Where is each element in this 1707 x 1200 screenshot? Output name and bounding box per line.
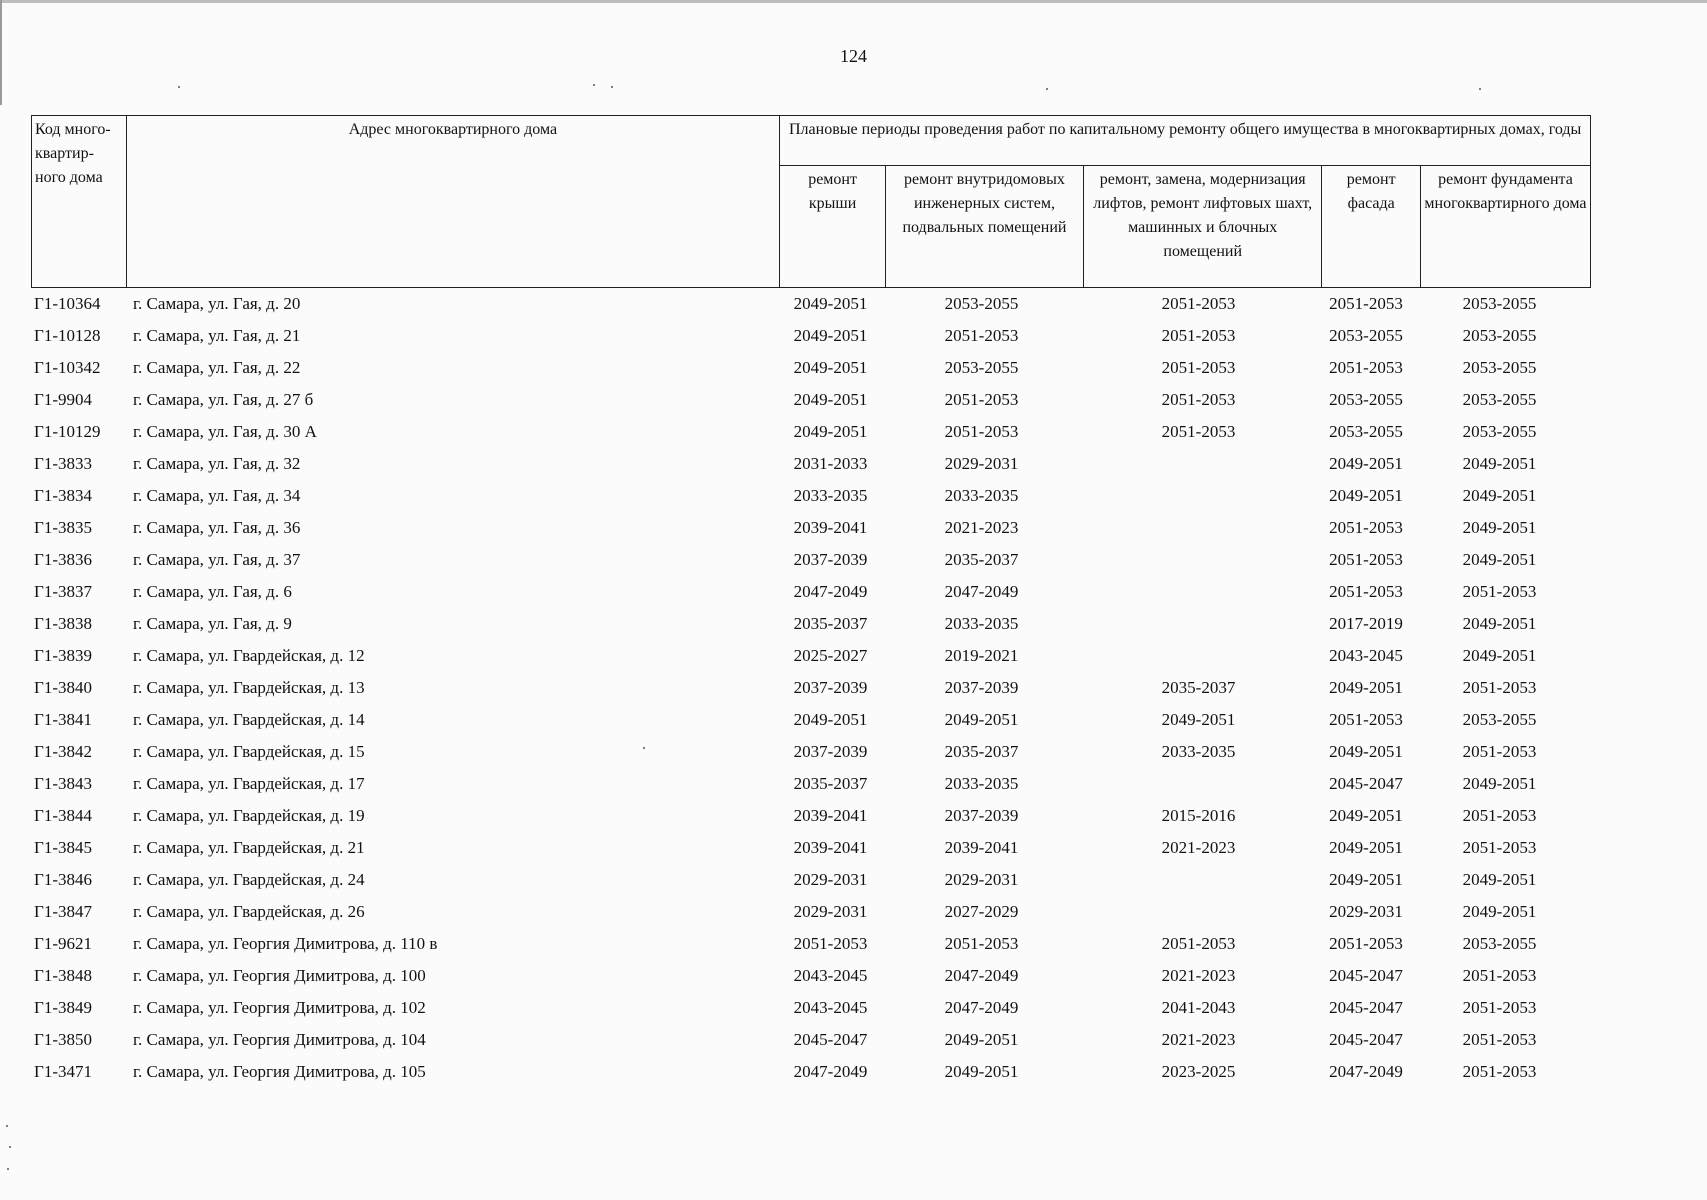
table-row — [31, 608, 1591, 640]
cell-code: Г1-3848 — [34, 966, 92, 985]
cell-roof: 2049-2051 — [793, 358, 868, 377]
scan-speck — [9, 1146, 11, 1148]
cell-roof: 2033-2035 — [793, 486, 868, 505]
cell-engineering: 2049-2051 — [944, 1030, 1019, 1049]
table-row — [31, 480, 1591, 512]
cell-code: Г1-3843 — [34, 774, 92, 793]
cell-foundation: 2049-2051 — [1462, 614, 1537, 633]
cell-facade: 2049-2051 — [1329, 806, 1403, 825]
cell-engineering: 2037-2039 — [944, 678, 1019, 697]
cell-address: г. Самара, ул. Георгия Димитрова, д. 104 — [133, 1030, 426, 1049]
cell-facade: 2053-2055 — [1329, 326, 1403, 345]
cell-facade: 2051-2053 — [1329, 358, 1403, 377]
cell-facade: 2017-2019 — [1329, 614, 1403, 633]
cell-code: Г1-3834 — [34, 486, 92, 505]
cell-engineering: 2049-2051 — [944, 710, 1019, 729]
cell-engineering: 2051-2053 — [944, 422, 1019, 441]
cell-roof: 2029-2031 — [793, 902, 868, 921]
cell-facade: 2051-2053 — [1329, 518, 1403, 537]
cell-roof: 2045-2047 — [793, 1030, 868, 1049]
cell-engineering: 2029-2031 — [944, 454, 1019, 473]
cell-roof: 2025-2027 — [793, 646, 868, 665]
cell-code: Г1-3833 — [34, 454, 92, 473]
cell-code: Г1-3849 — [34, 998, 92, 1017]
cell-engineering: 2049-2051 — [944, 1062, 1019, 1081]
cell-address: г. Самара, ул. Гая, д. 34 — [133, 486, 301, 505]
page-number: 124 — [840, 46, 867, 66]
cell-code: Г1-9904 — [34, 390, 92, 409]
cell-foundation: 2051-2053 — [1462, 838, 1537, 857]
cell-facade: 2049-2051 — [1329, 678, 1403, 697]
cell-lifts: 2015-2016 — [1161, 806, 1236, 825]
scan-speck — [1046, 88, 1048, 90]
table-row — [31, 544, 1591, 576]
cell-foundation: 2053-2055 — [1462, 358, 1537, 377]
scan-edge-top — [0, 0, 1707, 3]
cell-address: г. Самара, ул. Гвардейская, д. 26 — [133, 902, 365, 921]
table-body — [31, 288, 1591, 1088]
cell-engineering: 2033-2035 — [944, 774, 1019, 793]
table-row — [31, 672, 1591, 704]
cell-code: Г1-3845 — [34, 838, 92, 857]
cell-foundation: 2051-2053 — [1462, 678, 1537, 697]
cell-foundation: 2053-2055 — [1462, 934, 1537, 953]
cell-foundation: 2051-2053 — [1462, 582, 1537, 601]
cell-engineering: 2033-2035 — [944, 486, 1019, 505]
cell-code: Г1-3835 — [34, 518, 92, 537]
header-roof: ремонт крыши — [780, 166, 886, 288]
cell-roof: 2035-2037 — [793, 614, 868, 633]
cell-code: Г1-3841 — [34, 710, 92, 729]
cell-facade: 2049-2051 — [1329, 742, 1403, 761]
cell-facade: 2045-2047 — [1329, 998, 1403, 1017]
cell-roof: 2037-2039 — [793, 742, 868, 761]
cell-foundation: 2049-2051 — [1462, 774, 1537, 793]
cell-facade: 2045-2047 — [1329, 774, 1403, 793]
cell-lifts: 2049-2051 — [1161, 710, 1236, 729]
cell-foundation: 2049-2051 — [1462, 454, 1537, 473]
cell-address: г. Самара, ул. Гая, д. 27 б — [133, 390, 314, 409]
cell-lifts: 2021-2023 — [1161, 966, 1236, 985]
cell-code: Г1-10364 — [34, 294, 101, 313]
cell-lifts: 2021-2023 — [1161, 1030, 1236, 1049]
cell-address: г. Самара, ул. Георгия Димитрова, д. 105 — [133, 1062, 426, 1081]
header-lifts: ремонт, замена, модернизация лифтов, ремонт лифтовых шахт, машинных и блочных помещений — [1084, 166, 1322, 288]
cell-engineering: 2051-2053 — [944, 934, 1019, 953]
scan-speck — [6, 1125, 8, 1127]
cell-code: Г1-3839 — [34, 646, 92, 665]
cell-code: Г1-10128 — [34, 326, 101, 345]
table-row — [31, 704, 1591, 736]
cell-lifts: 2033-2035 — [1161, 742, 1236, 761]
cell-foundation: 2053-2055 — [1462, 422, 1537, 441]
cell-address: г. Самара, ул. Гая, д. 22 — [133, 358, 301, 377]
cell-facade: 2045-2047 — [1329, 1030, 1403, 1049]
cell-roof: 2049-2051 — [793, 294, 868, 313]
cell-facade: 2051-2053 — [1329, 582, 1403, 601]
cell-foundation: 2051-2053 — [1462, 1030, 1537, 1049]
scan-speck — [178, 86, 180, 88]
cell-facade: 2049-2051 — [1329, 486, 1403, 505]
cell-address: г. Самара, ул. Гвардейская, д. 13 — [133, 678, 365, 697]
cell-engineering: 2021-2023 — [944, 518, 1019, 537]
cell-facade: 2049-2051 — [1329, 838, 1403, 857]
cell-foundation: 2049-2051 — [1462, 550, 1537, 569]
cell-roof: 2049-2051 — [793, 326, 868, 345]
cell-facade: 2051-2053 — [1329, 710, 1403, 729]
cell-address: г. Самара, ул. Гвардейская, д. 24 — [133, 870, 365, 889]
scan-speck — [593, 84, 595, 86]
table-row — [31, 1056, 1591, 1088]
scan-speck — [7, 1168, 9, 1170]
cell-lifts: 2051-2053 — [1161, 422, 1236, 441]
table-row — [31, 832, 1591, 864]
cell-address: г. Самара, ул. Гвардейская, д. 17 — [133, 774, 365, 793]
cell-engineering: 2019-2021 — [944, 646, 1019, 665]
cell-engineering: 2051-2053 — [944, 326, 1019, 345]
scan-speck — [1479, 88, 1481, 90]
table-row — [31, 576, 1591, 608]
cell-lifts: 2051-2053 — [1161, 358, 1236, 377]
cell-code: Г1-3842 — [34, 742, 92, 761]
cell-roof: 2049-2051 — [793, 710, 868, 729]
header-foundation: ремонт фундамента многоквартирного дома — [1420, 166, 1590, 288]
cell-engineering: 2039-2041 — [944, 838, 1019, 857]
cell-foundation: 2051-2053 — [1462, 806, 1537, 825]
cell-code: Г1-9621 — [34, 934, 92, 953]
cell-roof: 2043-2045 — [793, 998, 868, 1017]
cell-roof: 2037-2039 — [793, 550, 868, 569]
cell-foundation: 2051-2053 — [1462, 742, 1537, 761]
table-row — [31, 416, 1591, 448]
cell-code: Г1-3850 — [34, 1030, 92, 1049]
cell-lifts: 2035-2037 — [1161, 678, 1236, 697]
cell-lifts: 2051-2053 — [1161, 326, 1236, 345]
cell-roof: 2039-2041 — [793, 806, 868, 825]
cell-engineering: 2051-2053 — [944, 390, 1019, 409]
cell-engineering: 2029-2031 — [944, 870, 1019, 889]
cell-foundation: 2053-2055 — [1462, 390, 1537, 409]
cell-address: г. Самара, ул. Гая, д. 36 — [133, 518, 301, 537]
cell-roof: 2051-2053 — [793, 934, 868, 953]
scan-speck — [643, 747, 645, 749]
table-row — [31, 736, 1591, 768]
cell-lifts: 2051-2053 — [1161, 390, 1236, 409]
header-periods-group: Плановые периоды проведения работ по капитальному ремонту общего имущества в многоквартирных домах, годы — [780, 116, 1591, 166]
table-row — [31, 320, 1591, 352]
cell-foundation: 2053-2055 — [1462, 294, 1537, 313]
cell-address: г. Самара, ул. Георгия Димитрова, д. 110 в — [133, 934, 438, 953]
cell-address: г. Самара, ул. Гая, д. 6 — [133, 582, 292, 601]
cell-foundation: 2051-2053 — [1462, 966, 1537, 985]
cell-code: Г1-3471 — [34, 1062, 92, 1081]
cell-engineering: 2033-2035 — [944, 614, 1019, 633]
cell-roof: 2039-2041 — [793, 518, 868, 537]
cell-address: г. Самара, ул. Гая, д. 20 — [133, 294, 301, 313]
cell-lifts: 2023-2025 — [1161, 1062, 1236, 1081]
header-address: Адрес многоквартирного дома — [126, 116, 780, 288]
cell-address: г. Самара, ул. Гая, д. 9 — [133, 614, 292, 633]
cell-code: Г1-3836 — [34, 550, 92, 569]
cell-address: г. Самара, ул. Георгия Димитрова, д. 100 — [133, 966, 426, 985]
cell-address: г. Самара, ул. Гвардейская, д. 19 — [133, 806, 365, 825]
cell-address: г. Самара, ул. Гвардейская, д. 15 — [133, 742, 365, 761]
cell-foundation: 2053-2055 — [1462, 326, 1537, 345]
cell-facade: 2047-2049 — [1329, 1062, 1403, 1081]
cell-foundation: 2049-2051 — [1462, 870, 1537, 889]
cell-foundation: 2049-2051 — [1462, 518, 1537, 537]
cell-code: Г1-3838 — [34, 614, 92, 633]
scan-speck — [611, 86, 613, 88]
cell-facade: 2043-2045 — [1329, 646, 1403, 665]
cell-facade: 2053-2055 — [1329, 390, 1403, 409]
table-row — [31, 352, 1591, 384]
cell-address: г. Самара, ул. Гая, д. 37 — [133, 550, 301, 569]
table-header — [31, 115, 1591, 288]
cell-roof: 2047-2049 — [793, 1062, 868, 1081]
cell-address: г. Самара, ул. Гвардейская, д. 21 — [133, 838, 365, 857]
table-row — [31, 768, 1591, 800]
cell-foundation: 2049-2051 — [1462, 902, 1537, 921]
cell-facade: 2029-2031 — [1329, 902, 1403, 921]
table-row — [31, 448, 1591, 480]
cell-code: Г1-3847 — [34, 902, 92, 921]
cell-engineering: 2037-2039 — [944, 806, 1019, 825]
table-row — [31, 1024, 1591, 1056]
cell-address: г. Самара, ул. Гая, д. 32 — [133, 454, 301, 473]
cell-engineering: 2053-2055 — [944, 358, 1019, 377]
cell-engineering: 2035-2037 — [944, 742, 1019, 761]
header-code: Код много-квартир-ного дома — [32, 116, 127, 288]
cell-roof: 2047-2049 — [793, 582, 868, 601]
table-row — [31, 288, 1591, 320]
cell-facade: 2051-2053 — [1329, 550, 1403, 569]
cell-facade: 2049-2051 — [1329, 870, 1403, 889]
cell-foundation: 2053-2055 — [1462, 710, 1537, 729]
cell-facade: 2051-2053 — [1329, 934, 1403, 953]
cell-lifts: 2041-2043 — [1161, 998, 1236, 1017]
cell-address: г. Самара, ул. Гвардейская, д. 14 — [133, 710, 365, 729]
cell-roof: 2031-2033 — [793, 454, 868, 473]
table-row — [31, 992, 1591, 1024]
table-row — [31, 928, 1591, 960]
header-engineering: ремонт внутридомовых инженерных систем, подвальных помещений — [885, 166, 1083, 288]
table-row — [31, 896, 1591, 928]
cell-engineering: 2047-2049 — [944, 582, 1019, 601]
table-row — [31, 640, 1591, 672]
cell-foundation: 2049-2051 — [1462, 486, 1537, 505]
cell-roof: 2035-2037 — [793, 774, 868, 793]
cell-facade: 2049-2051 — [1329, 454, 1403, 473]
table-row — [31, 800, 1591, 832]
cell-facade: 2045-2047 — [1329, 966, 1403, 985]
cell-foundation: 2051-2053 — [1462, 1062, 1537, 1081]
cell-roof: 2043-2045 — [793, 966, 868, 985]
cell-address: г. Самара, ул. Георгия Димитрова, д. 102 — [133, 998, 426, 1017]
table-row — [31, 960, 1591, 992]
cell-code: Г1-3846 — [34, 870, 92, 889]
table-row — [31, 384, 1591, 416]
cell-foundation: 2051-2053 — [1462, 998, 1537, 1017]
cell-address: г. Самара, ул. Гая, д. 21 — [133, 326, 301, 345]
cell-roof: 2029-2031 — [793, 870, 868, 889]
cell-facade: 2053-2055 — [1329, 422, 1403, 441]
cell-roof: 2039-2041 — [793, 838, 868, 857]
cell-code: Г1-3837 — [34, 582, 92, 601]
cell-engineering: 2035-2037 — [944, 550, 1019, 569]
cell-code: Г1-10129 — [34, 422, 101, 441]
table-row — [31, 512, 1591, 544]
cell-engineering: 2047-2049 — [944, 966, 1019, 985]
cell-engineering: 2047-2049 — [944, 998, 1019, 1017]
cell-roof: 2049-2051 — [793, 422, 868, 441]
cell-address: г. Самара, ул. Гвардейская, д. 12 — [133, 646, 365, 665]
cell-code: Г1-3844 — [34, 806, 92, 825]
cell-roof: 2037-2039 — [793, 678, 868, 697]
table-row — [31, 864, 1591, 896]
cell-engineering: 2027-2029 — [944, 902, 1019, 921]
cell-facade: 2051-2053 — [1329, 294, 1403, 313]
cell-code: Г1-10342 — [34, 358, 101, 377]
cell-engineering: 2053-2055 — [944, 294, 1019, 313]
header-facade: ремонт фасада — [1322, 166, 1421, 288]
cell-roof: 2049-2051 — [793, 390, 868, 409]
cell-lifts: 2021-2023 — [1161, 838, 1236, 857]
cell-address: г. Самара, ул. Гая, д. 30 А — [133, 422, 317, 441]
cell-code: Г1-3840 — [34, 678, 92, 697]
cell-lifts: 2051-2053 — [1161, 934, 1236, 953]
cell-lifts: 2051-2053 — [1161, 294, 1236, 313]
cell-foundation: 2049-2051 — [1462, 646, 1537, 665]
